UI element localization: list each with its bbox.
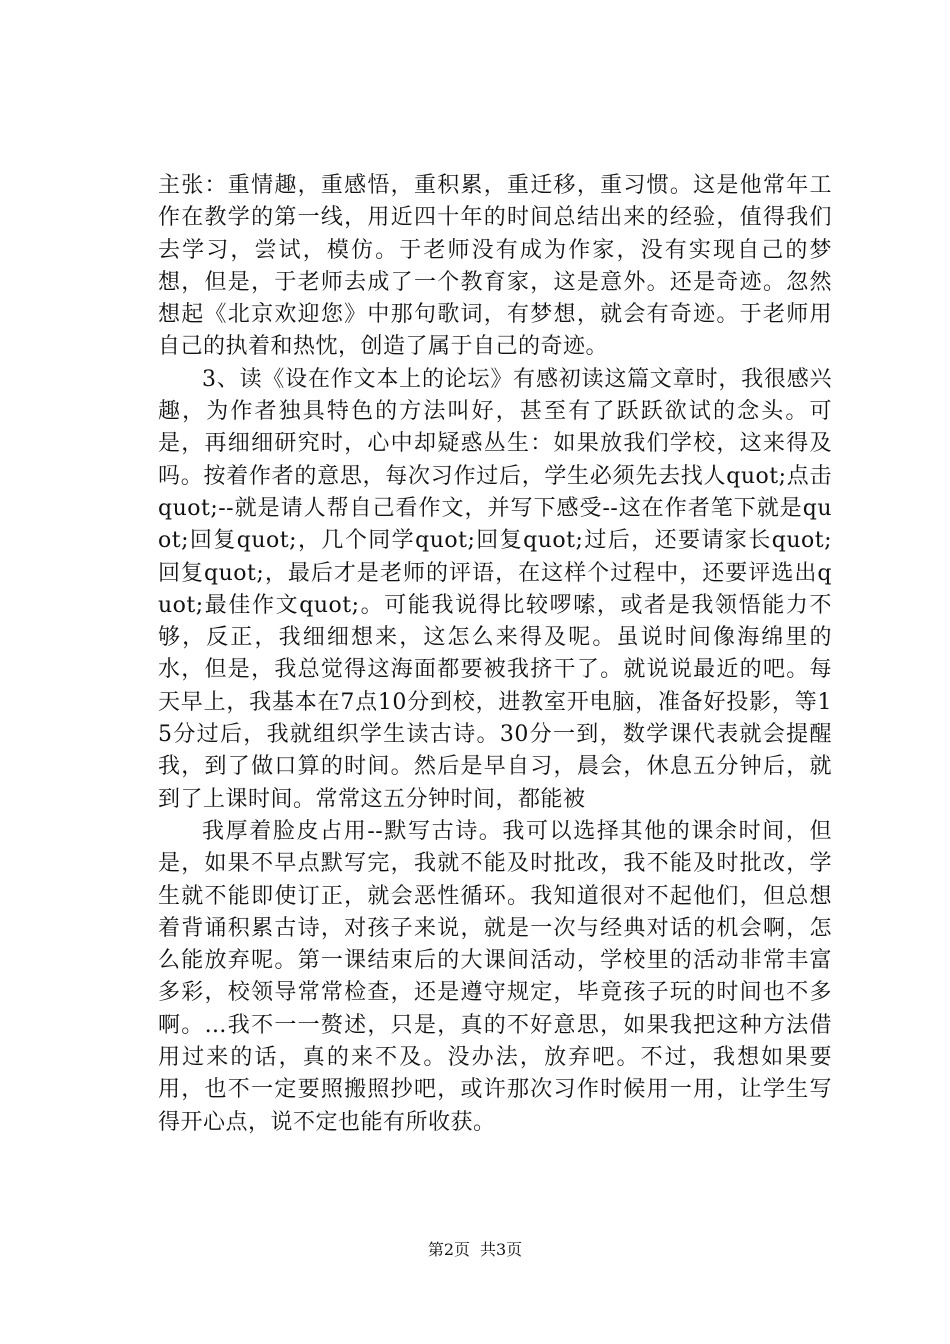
paragraph-final: 我厚着脸皮占用--默写古诗。我可以选择其他的课余时间，但是，如果不早点默写完，我就不能及时批改，我不能及时批改，学生就不能即使订正，就会恶性循环。我知道很对不起他们，但总想着背诵积累古诗，对孩子来说，就是一次与经典对话的机会啊，怎么能放弃呢。第一课结束后的大课间活动，学校里的活动非常丰富多彩，校领导常常检查，还是遵守规定，毕竟孩子玩的时间也不多啊。…我不一一赘述，只是，真的不好意思，如果我把这种方法借用过来的话，真的来不及。没办法，放弃吧。不过，我想如果要用，也不一定要照搬照抄吧，或许那次习作时候用一用，让学生写得开心点，说不定也能有所收获。 (158, 818, 832, 1135)
page-footer (0, 1240, 950, 1260)
paragraph-essay-3: 3、读《设在作文本上的论坛》有感初读这篇文章时，我很感兴趣，为作者独具特色的方法叫好，甚至有了跃跃欲试的念头。可是，再细细研究时，心中却疑惑丛生：如果放我们学校，这来得及吗。按着作者的意思，每次习作过后，学生必须先去找人quot;点击quot;--就是请人帮自己看作文，并写下感受--这在作者笔下就是quot;回复quot;，几个同学quot;回复quot;过后，还要请家长quot;回复quot;，最后才是老师的评语，在这样个过程中，还要评选出quot;最佳作文quot;。可能我说得比较啰嗦，或者是我领悟能力不够，反正，我细细想来，这怎么来得及呢。虽说时间像海绵里的水，但是，我总觉得这海面都要被我挤干了。就说说最近的吧。每天早上，我基本在7点10分到校，进教室开电脑，准备好投影，等15分过后，我就组织学生读古诗。30分一到，数学课代表就会提醒我，到了做口算的时间。然后是早自习，晨会，休息五分钟后，就到了上课时间。常常这五分钟时间，都能被 (158, 366, 832, 812)
page-total: 共3页 (480, 1240, 523, 1259)
document-body (158, 170, 832, 1139)
paragraph-continuation: 主张：重情趣，重感悟，重积累，重迁移，重习惯。这是他常年工作在教学的第一线，用近四十年的时间总结出来的经验，值得我们去学习，尝试，模仿。于老师没有成为作家，没有实现自己的梦想，但是，于老师去成了一个教育家，这是意外。还是奇迹。忽然想起《北京欢迎您》中那句歌词，有梦想，就会有奇迹。于老师用自己的执着和热忱，创造了属于自己的奇迹。 (158, 173, 832, 360)
page-number: 第2页 (427, 1240, 470, 1259)
